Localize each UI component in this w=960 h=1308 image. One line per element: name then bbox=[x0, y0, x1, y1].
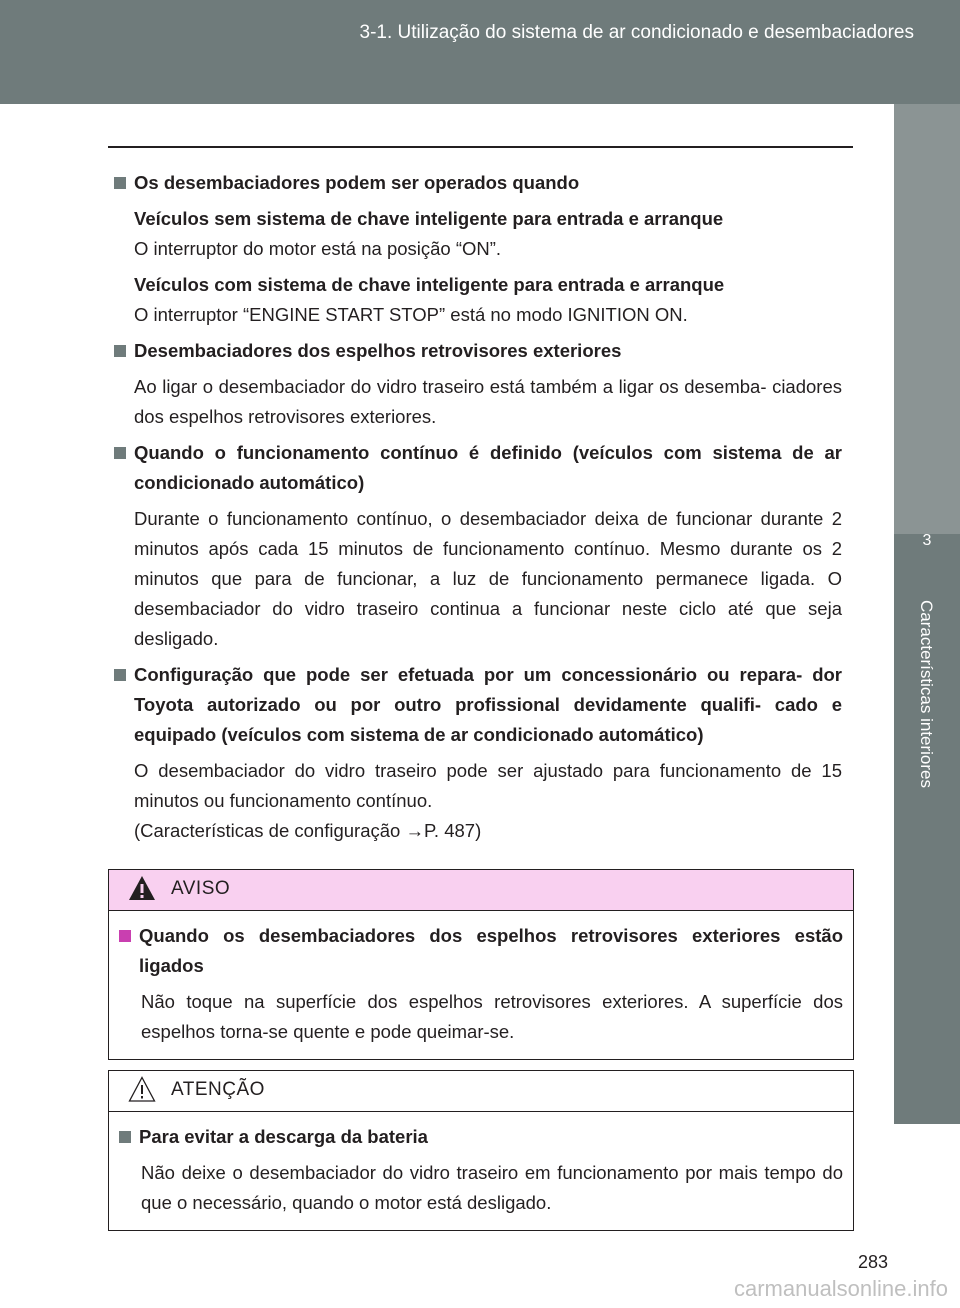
square-bullet-icon bbox=[114, 669, 126, 681]
arrow-right-icon: → bbox=[405, 820, 424, 841]
notice-body bbox=[109, 1112, 853, 1230]
section-heading: Quando o funcionamento contínuo é definido (veículos com sistema de ar condicionado automático) bbox=[112, 438, 842, 498]
watermark: carmanualsonline.info bbox=[733, 1276, 948, 1301]
vehicle-type-label: Veículos sem sistema de chave inteligente para entrada e arranque bbox=[134, 208, 724, 229]
paragraph: O interruptor do motor está na posição “ON”. bbox=[134, 238, 502, 259]
paragraph: O desembaciador do vidro traseiro pode ser ajustado para funcionamento de 15 minutos ou funcionamento contínuo. bbox=[134, 760, 842, 811]
side-tab-number: 3 bbox=[922, 532, 932, 549]
square-bullet-icon bbox=[119, 1131, 131, 1143]
side-tab-label: Características interiores bbox=[917, 600, 936, 789]
side-tab-upper bbox=[894, 104, 960, 534]
warning-header bbox=[109, 870, 853, 911]
square-bullet-icon bbox=[119, 930, 131, 942]
square-bullet-icon bbox=[114, 177, 126, 189]
chapter-title: 3-1. Utilização do sistema de ar condicionado e desembaciadores bbox=[359, 22, 914, 43]
page-reference[interactable]: (Características de configuração →P. 487) bbox=[134, 820, 482, 841]
section-heading: Configuração que pode ser efetuada por um concessionário ou repara- dor Toyota autorizado ou por outro profissional devidamente qualifi- cado e equipado (veículos com sistema de ar condicionado automático) bbox=[112, 660, 842, 750]
page-number: 283 bbox=[857, 1252, 888, 1272]
section-heading: Desembaciadores dos espelhos retrovisores exteriores bbox=[112, 336, 842, 366]
notice-text: Não deixe o desembaciador do vidro traseiro em funcionamento por mais tempo do que o necessário, quando o motor está desligado. bbox=[141, 1162, 843, 1213]
square-bullet-icon bbox=[114, 447, 126, 459]
notice-label: ATENÇÃO bbox=[171, 1079, 265, 1100]
square-bullet-icon bbox=[114, 345, 126, 357]
warning-heading: Quando os desembaciadores dos espelhos retrovisores exteriores estão ligados bbox=[119, 921, 843, 981]
section-2 bbox=[112, 336, 842, 432]
section-3 bbox=[112, 438, 842, 654]
notice-heading: Para evitar a descarga da bateria bbox=[119, 1122, 843, 1152]
header-band bbox=[0, 0, 960, 104]
warning-triangle-icon bbox=[127, 874, 157, 902]
paragraph: Ao ligar o desembaciador do vidro traseiro está também a ligar os desemba- ciadores dos espelhos retrovisores exteriores. bbox=[134, 376, 842, 427]
section-4 bbox=[112, 660, 842, 846]
paragraph: O interruptor “ENGINE START STOP” está no modo IGNITION ON. bbox=[134, 304, 688, 325]
main-content bbox=[112, 168, 842, 852]
warning-body bbox=[109, 911, 853, 1059]
paragraph: Durante o funcionamento contínuo, o desembaciador deixa de funcionar durante 2 minutos após cada 15 minutos de funcionamento contínuo. Mesmo durante os 2 minutos que para de funcionar, a luz de funcionamento permanece ligada. O desembaciador do vidro traseiro continua a funcionar neste ciclo até que seja desligado. bbox=[134, 508, 842, 649]
section-1 bbox=[112, 168, 842, 330]
notice-header bbox=[109, 1071, 853, 1112]
vehicle-type-label: Veículos com sistema de chave inteligente para entrada e arranque bbox=[134, 274, 725, 295]
notice-box bbox=[108, 1070, 854, 1231]
warning-box bbox=[108, 869, 854, 1060]
section-heading: Os desembaciadores podem ser operados quando bbox=[112, 168, 842, 198]
caution-triangle-icon bbox=[127, 1075, 157, 1103]
warning-label: AVISO bbox=[171, 878, 231, 899]
top-rule bbox=[108, 146, 853, 148]
warning-text: Não toque na superfície dos espelhos retrovisores exteriores. A superfície dos espelhos torna-se quente e pode queimar-se. bbox=[141, 991, 843, 1042]
